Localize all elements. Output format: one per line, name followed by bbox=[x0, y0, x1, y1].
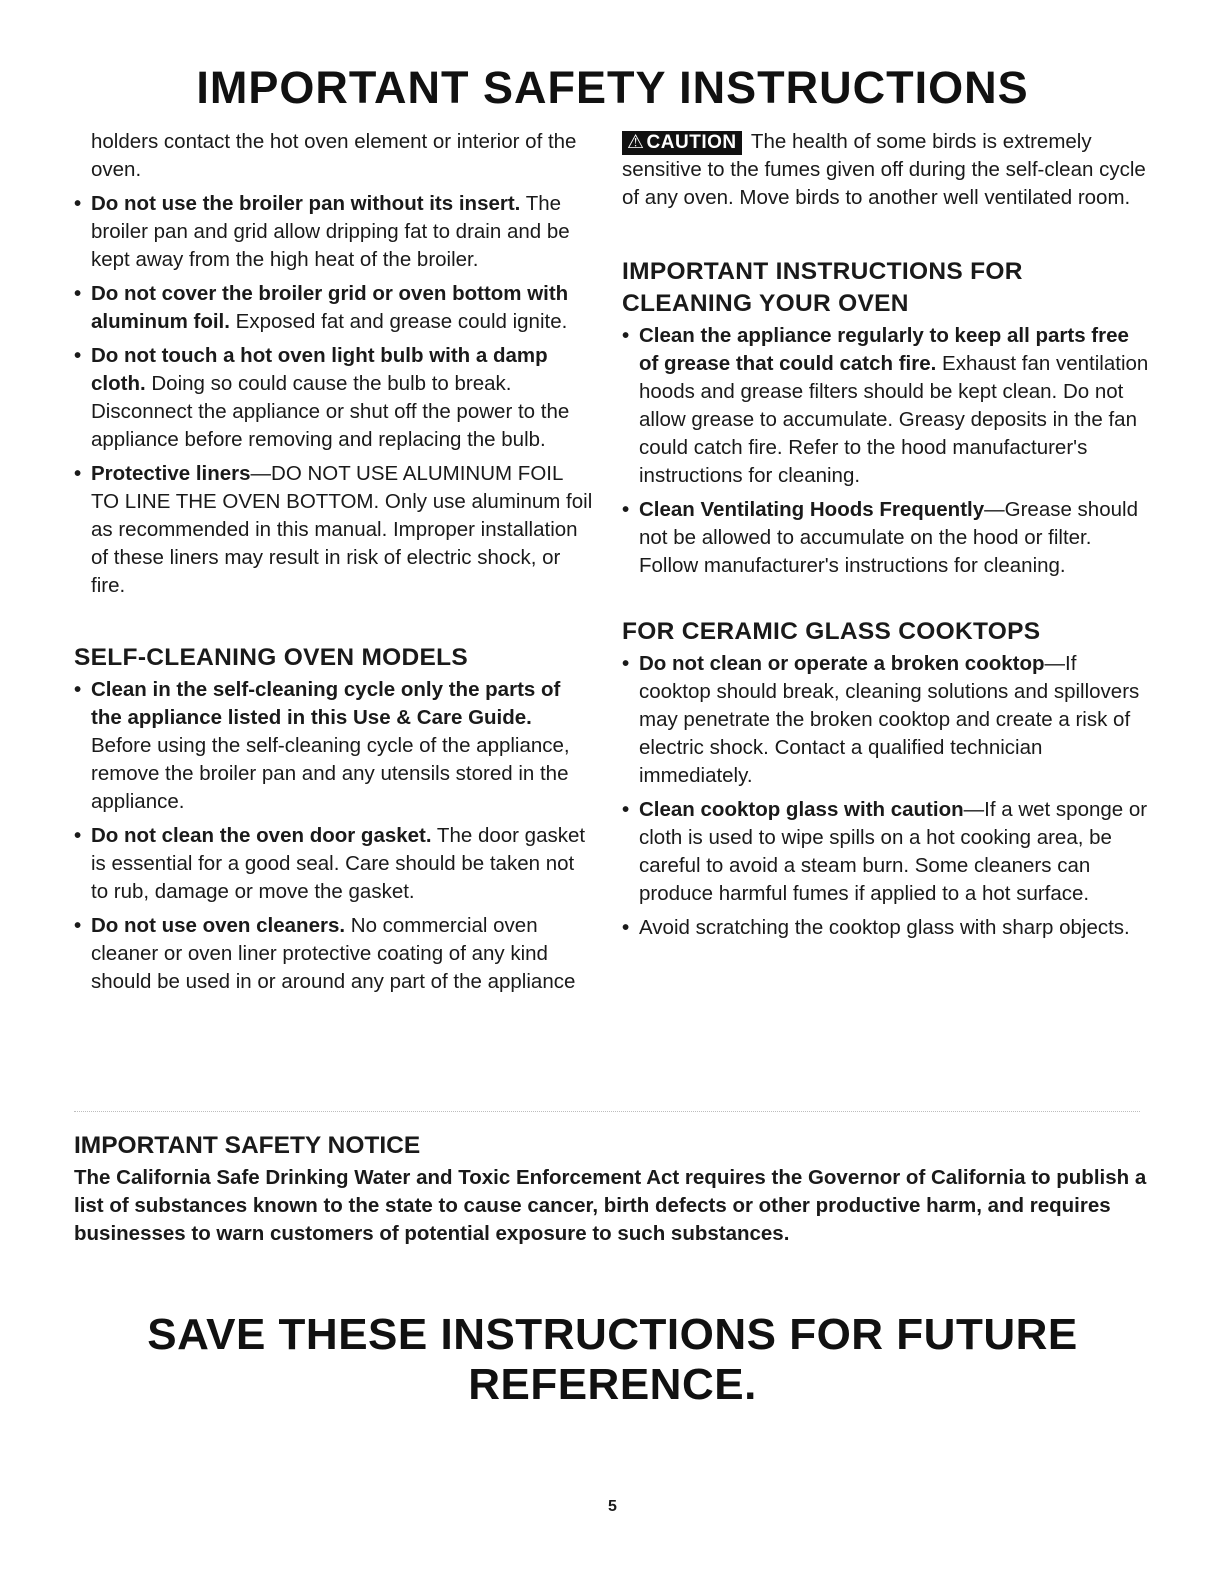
list-item bbox=[74, 460, 594, 600]
caution-badge bbox=[622, 131, 742, 155]
bullet-bold: Do not cover the broiler grid or oven bottom with aluminum foil. bbox=[91, 282, 569, 333]
save-instructions-heading: SAVE THESE INSTRUCTIONS FOR FUTURE REFERENCE. bbox=[147, 1310, 1078, 1409]
intro-text: holders contact the hot oven element or interior of the oven. bbox=[91, 130, 577, 181]
bullet-text: —If cooktop should break, cleaning solutions and spillovers may penetrate the broken cooktop and create a risk of electric shock. Contact a qualified technician immediately. bbox=[639, 652, 1140, 787]
caution-paragraph bbox=[622, 128, 1152, 212]
list-item bbox=[74, 822, 594, 906]
list-item bbox=[622, 650, 1152, 790]
bullet-text: The broiler pan and grid allow dripping fat to drain and be kept away from the high heat of the broiler. bbox=[91, 192, 570, 271]
section-title-self-cleaning: SELF-CLEANING OVEN MODELS bbox=[74, 644, 469, 671]
bullet-text: Doing so could cause the bulb to break. Disconnect the appliance or shut off the power to the appliance before removing and replacing the bulb. bbox=[91, 372, 570, 451]
divider bbox=[74, 1111, 1140, 1112]
bullet-text: —Grease should not be allowed to accumulate on the hood or filter. Follow manufacturer's instructions for cleaning. bbox=[639, 498, 1138, 577]
section-title-cooktops: FOR CERAMIC GLASS COOKTOPS bbox=[622, 618, 1041, 645]
caution-label: CAUTION bbox=[646, 132, 737, 153]
right-column bbox=[622, 128, 1152, 942]
page-number: 5 bbox=[608, 1498, 617, 1515]
bullet-text: Before using the self-cleaning cycle of the appliance, remove the broiler pan and any utensils stored in the appliance. bbox=[91, 734, 570, 813]
bullet-bold: Clean in the self-cleaning cycle only the parts of the appliance listed in this Use & Care Guide. bbox=[91, 678, 561, 729]
caution-text: The health of some birds is extremely sensitive to the fumes given off during the self-clean cycle of any oven. Move birds to another well ventilated room. bbox=[622, 130, 1146, 209]
bullet-text: Exposed fat and grease could ignite. bbox=[229, 310, 568, 333]
left-column bbox=[74, 128, 594, 996]
bullet-text: The door gasket is essential for a good seal. Care should be taken not to rub, damage or move the gasket. bbox=[91, 824, 586, 903]
bullet-bold: Protective liners bbox=[91, 462, 251, 485]
safety-notice bbox=[74, 1130, 1154, 1248]
cleaning-title-line2: CLEANING YOUR OVEN bbox=[622, 290, 909, 317]
bullet-bold: Clean the appliance regularly to keep all parts free of grease that could catch fire. bbox=[639, 324, 1129, 375]
list-item bbox=[74, 280, 594, 336]
cleaning-title-line1: IMPORTANT INSTRUCTIONS FOR bbox=[622, 258, 1023, 285]
list-item bbox=[622, 796, 1152, 908]
list-item bbox=[74, 190, 594, 274]
bullet-bold: Do not clean or operate a broken cooktop bbox=[639, 652, 1045, 675]
list-item bbox=[622, 914, 1152, 942]
list-item bbox=[622, 322, 1152, 490]
list-item bbox=[74, 676, 594, 816]
bullet-text: No commercial oven cleaner or oven liner protective coating of any kind should be used in or around any part of the appliance bbox=[91, 914, 576, 993]
bullet-text: —DO NOT USE ALUMINUM FOIL TO LINE THE OVEN BOTTOM. Only use aluminum foil as recommended in this manual. Improper installation of these liners may result in risk of electric shock, or fire. bbox=[91, 462, 593, 597]
bullet-text: —If a wet sponge or cloth is used to wipe spills on a hot cooking area, be careful to avoid a steam burn. Some cleaners can produce harmful fumes if applied to a hot surface. bbox=[639, 798, 1148, 905]
bullet-bold: Clean Ventilating Hoods Frequently bbox=[639, 498, 985, 521]
list-item bbox=[74, 342, 594, 454]
bullet-text: Avoid scratching the cooktop glass with sharp objects. bbox=[639, 916, 1130, 939]
warning-triangle-icon: ⚠ bbox=[627, 132, 645, 153]
section-title-cleaning bbox=[622, 256, 1152, 320]
bullet-bold: Do not use the broiler pan without its insert. bbox=[91, 192, 521, 215]
bullet-bold: Clean cooktop glass with caution bbox=[639, 798, 964, 821]
bullet-bold: Do not touch a hot oven light bulb with a damp cloth. bbox=[91, 344, 548, 395]
list-item bbox=[622, 496, 1152, 580]
bullet-text: Exhaust fan ventilation hoods and grease filters should be kept clean. Do not allow grease to accumulate. Greasy deposits in the fan could catch fire. Refer to the hood manufacturer's instructions for cleaning. bbox=[639, 352, 1149, 487]
notice-title: IMPORTANT SAFETY NOTICE bbox=[74, 1132, 421, 1159]
page-title: IMPORTANT SAFETY INSTRUCTIONS bbox=[196, 62, 1029, 113]
notice-text: The California Safe Drinking Water and Toxic Enforcement Act requires the Governor of California to publish a list of substances known to the state to cause cancer, birth defects or other productive harm, and requires businesses to warn customers of potential exposure to such substances. bbox=[74, 1166, 1147, 1245]
list-item bbox=[74, 912, 594, 996]
bullet-bold: Do not use oven cleaners. bbox=[91, 914, 346, 937]
bullet-bold: Do not clean the oven door gasket. bbox=[91, 824, 432, 847]
